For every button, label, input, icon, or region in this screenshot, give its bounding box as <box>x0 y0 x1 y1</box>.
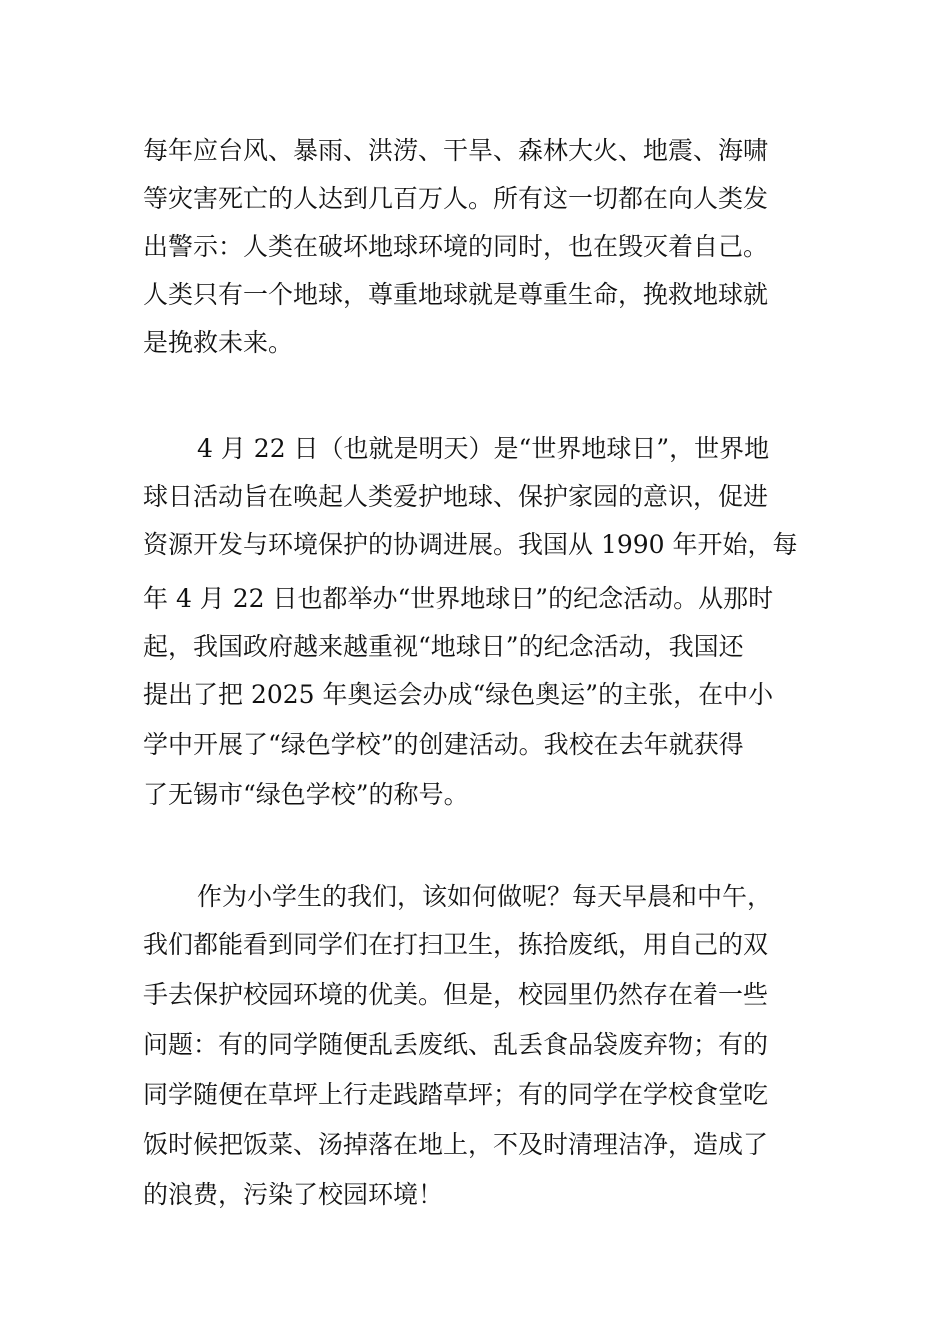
text-line: 的浪费，污染了校园环境！ <box>143 1180 444 1209</box>
text-line: 4 月 22 日（也就是明天）是“世界地球日”，世界地 <box>197 434 770 463</box>
text-line: 是挽救未来。 <box>143 328 294 357</box>
text-line: 年 4 月 22 日也都举办“世界地球日”的纪念活动。从那时 <box>143 584 774 613</box>
text-line: 饭时候把饭菜、汤掉落在地上，不及时清理洁净，造成了 <box>143 1130 769 1159</box>
text-line: 作为小学生的我们，该如何做呢？每天早晨和中午， <box>197 882 773 911</box>
text-line: 手去保护校园环境的优美。但是，校园里仍然存在着一些 <box>143 980 769 1009</box>
text-line: 每年应台风、暴雨、洪涝、干旱、森林大火、地震、海啸 <box>143 136 769 165</box>
text-line: 了无锡市“绿色学校”的称号。 <box>143 780 469 809</box>
text-line: 等灾害死亡的人达到几百万人。所有这一切都在向人类发 <box>143 184 769 213</box>
text-line: 我们都能看到同学们在打扫卫生，拣拾废纸，用自己的双 <box>143 930 769 959</box>
text-line: 同学随便在草坪上行走践踏草坪；有的同学在学校食堂吃 <box>143 1080 769 1109</box>
text-line: 学中开展了“绿色学校”的创建活动。我校在去年就获得 <box>143 730 744 759</box>
text-line: 资源开发与环境保护的协调进展。我国从 1990 年开始，每 <box>143 530 798 559</box>
text-line: 出警示：人类在破坏地球环境的同时，也在毁灭着自己。 <box>143 232 769 261</box>
text-line: 球日活动旨在唤起人类爱护地球、保护家园的意识，促进 <box>143 482 769 511</box>
text-line: 问题：有的同学随便乱丢废纸、乱丢食品袋废弃物；有的 <box>143 1030 769 1059</box>
text-line: 提出了把 2025 年奥运会办成“绿色奥运”的主张，在中小 <box>143 680 774 709</box>
text-line: 起，我国政府越来越重视“地球日”的纪念活动，我国还 <box>143 632 744 661</box>
text-line: 人类只有一个地球，尊重地球就是尊重生命，挽救地球就 <box>143 280 769 309</box>
